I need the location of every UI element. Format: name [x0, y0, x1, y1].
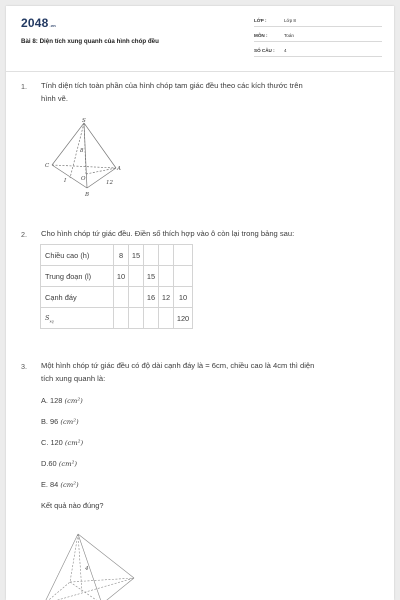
q2-number: 2.: [21, 230, 27, 239]
table-row: [41, 308, 193, 329]
table-cell[interactable]: [174, 245, 193, 266]
sxq-subscript: xq: [49, 319, 54, 324]
meta-count-underline: [254, 56, 382, 57]
option-e[interactable]: [41, 480, 79, 489]
table-row: [41, 287, 193, 308]
table-cell[interactable]: [129, 287, 144, 308]
q3-pyramid-figure: [42, 532, 142, 600]
meta-class: [254, 18, 296, 23]
q3-prompt: Kết quả nào đúng?: [41, 501, 104, 510]
table-row: [41, 245, 193, 266]
label-a: A: [117, 166, 121, 172]
row-label-sxq: [41, 308, 114, 329]
meta-subject-value: Toán: [284, 33, 294, 38]
meta-count-value: 4: [284, 48, 287, 53]
meta-subject: [254, 33, 294, 38]
label-height-4: 4: [85, 566, 89, 572]
edge-ca-hidden: [52, 165, 116, 168]
table-cell[interactable]: [174, 266, 193, 287]
worksheet-page: [6, 6, 394, 600]
q1-text-line2: hình vẽ.: [41, 93, 69, 103]
option-d-unit: (cm²): [58, 460, 77, 468]
table-cell[interactable]: 8: [114, 245, 129, 266]
q1-text-line1: Tính diện tích toàn phần của hình chóp tam giác đều theo các kích thước trên: [41, 81, 303, 90]
base-back-hidden: [70, 578, 134, 582]
label-o: O: [81, 176, 86, 182]
option-d[interactable]: [41, 459, 77, 468]
meta-count: [254, 48, 287, 53]
q3-text-line1: Một hình chóp tứ giác đều có độ dài cạnh đáy là = 6cm, chiều cao là 4cm thì diện: [41, 361, 315, 370]
table-cell[interactable]: 10: [114, 266, 129, 287]
option-c-text: C. 120: [41, 438, 63, 447]
edge-back-left-hidden: [70, 534, 78, 582]
table-row: [41, 266, 193, 287]
option-c[interactable]: [41, 438, 83, 447]
option-a-unit: (cm²): [64, 397, 83, 405]
table-cell[interactable]: [114, 287, 129, 308]
logo-text: 2048: [21, 16, 49, 30]
q3-text: [41, 360, 314, 385]
q2-text: Cho hình chóp tứ giác đều. Điền số thích hợp vào ô còn lại trong bảng sau:: [41, 229, 295, 238]
meta-class-label: LỚP :: [254, 18, 267, 23]
table-cell[interactable]: 15: [144, 266, 159, 287]
option-a-text: A. 128: [41, 396, 63, 405]
table-cell[interactable]: 16: [144, 287, 159, 308]
label-i: I: [64, 178, 67, 184]
label-s: S: [82, 118, 86, 124]
diagonal-2: [70, 582, 102, 600]
meta-class-value: Lớp 8: [284, 18, 296, 23]
meta-subject-label: MÔN :: [254, 33, 268, 38]
option-b-text: B. 96: [41, 417, 59, 426]
table-cell[interactable]: 120: [174, 308, 193, 329]
sxq-symbol: S: [45, 313, 50, 322]
option-b-unit: (cm²): [60, 418, 79, 426]
height-line: [78, 534, 82, 592]
label-edge: 12: [106, 180, 113, 186]
row-label: Trung đoạn (l): [41, 266, 114, 287]
table-cell[interactable]: 12: [159, 287, 174, 308]
table-cell[interactable]: [114, 308, 129, 329]
lesson-title: Bài 8: Diện tích xung quanh của hình chóp đều: [21, 38, 159, 45]
option-a[interactable]: [41, 396, 83, 405]
edge-sa: [84, 123, 116, 168]
q1-number: 1.: [21, 82, 27, 91]
option-c-unit: (cm²): [64, 439, 84, 447]
label-height: 8: [80, 148, 84, 154]
option-e-unit: (cm²): [60, 481, 79, 489]
site-logo[interactable]: [21, 16, 56, 30]
table-cell[interactable]: [159, 245, 174, 266]
table-cell[interactable]: 10: [174, 287, 193, 308]
q1-text: [41, 80, 303, 105]
q3-number: 3.: [21, 362, 27, 371]
table-cell[interactable]: [144, 245, 159, 266]
meta-class-underline: [254, 26, 382, 27]
q3-text-line2: tích xung quanh là:: [41, 373, 106, 383]
table-cell[interactable]: [129, 308, 144, 329]
row-label: Cạnh đáy: [41, 287, 114, 308]
header-divider: [6, 71, 394, 72]
logo-suffix: .vn: [49, 23, 56, 28]
label-b: B: [85, 192, 90, 198]
option-e-text: E. 84: [41, 480, 59, 489]
edge-sc: [52, 123, 84, 165]
base-right: [102, 578, 134, 600]
option-b[interactable]: [41, 417, 79, 426]
table-cell[interactable]: 15: [129, 245, 144, 266]
row-label: Chiều cao (h): [41, 245, 114, 266]
option-d-text: D.60: [41, 459, 57, 468]
table-cell[interactable]: [144, 308, 159, 329]
table-cell[interactable]: [159, 308, 174, 329]
base-left-hidden: [44, 582, 70, 600]
edge-front-left: [44, 534, 78, 600]
q2-table: [40, 244, 193, 329]
meta-subject-underline: [254, 41, 382, 42]
meta-count-label: SỐ CÂU :: [254, 48, 275, 53]
q1-pyramid-figure: [44, 118, 134, 208]
label-c: C: [45, 163, 50, 169]
table-cell[interactable]: [159, 266, 174, 287]
table-cell[interactable]: [129, 266, 144, 287]
